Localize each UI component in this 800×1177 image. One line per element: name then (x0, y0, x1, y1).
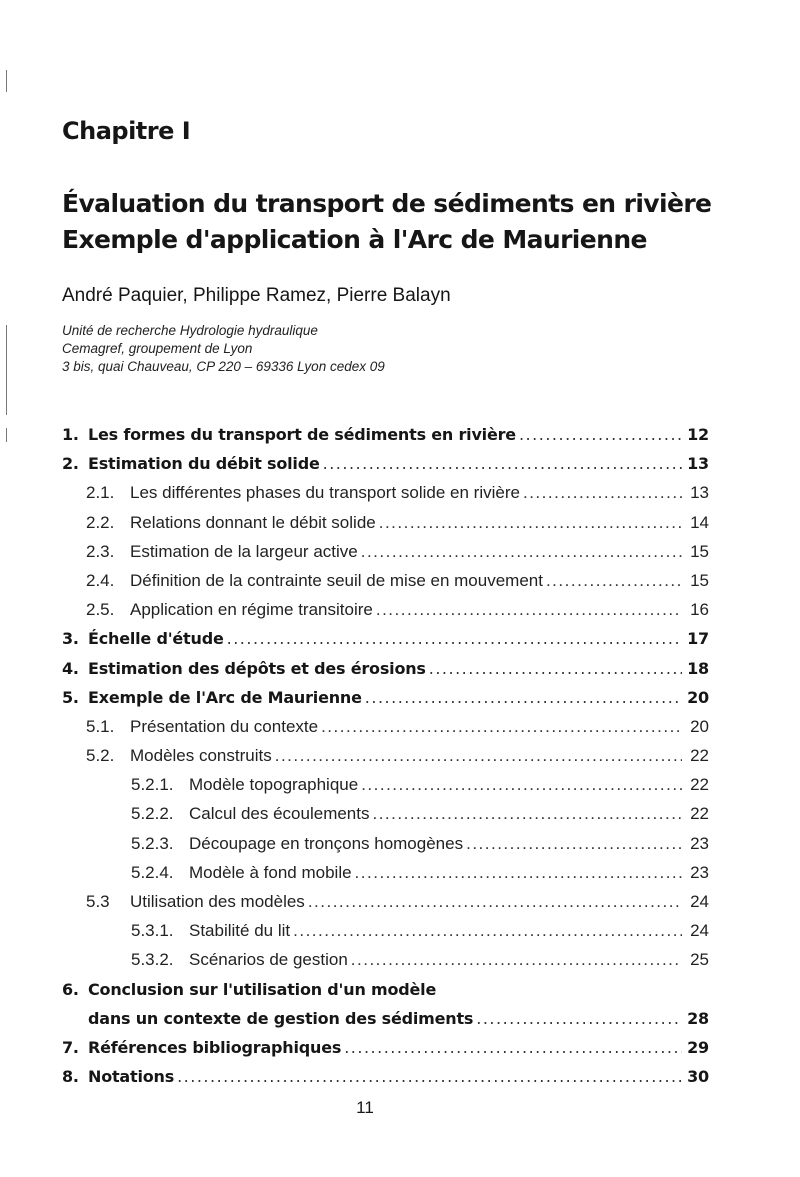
toc-title: Définition de la contrainte seuil de mise en mouvement (130, 570, 543, 590)
toc-page: 29 (687, 1037, 709, 1057)
toc-title: Découpage en tronçons homogènes (189, 833, 464, 853)
toc-page: 13 (690, 483, 709, 503)
toc-leader-dots (293, 921, 682, 941)
toc-title: Les différentes phases du transport solide en rivière (130, 483, 520, 503)
toc-number: 5.3.2. (131, 950, 174, 970)
toc-number: 3. (62, 629, 79, 649)
toc-title: Estimation des dépôts et des érosions (88, 658, 426, 678)
toc-entry[interactable] (62, 688, 709, 717)
toc-page: 24 (690, 921, 709, 941)
toc-leader-dots (376, 600, 682, 620)
toc-entry[interactable] (62, 1067, 709, 1096)
toc-number: 1. (62, 425, 79, 444)
toc-title: Modèle à fond mobile (189, 862, 352, 882)
toc-number: 2. (62, 454, 79, 474)
toc-title: Estimation de la largeur active (130, 541, 358, 561)
toc-entry[interactable] (62, 629, 709, 658)
toc-title: Échelle d'étude (88, 629, 224, 649)
toc-title: Conclusion sur l'utilisation d'un modèle (88, 979, 437, 999)
toc-number: 5.1. (86, 716, 115, 736)
toc-number: 4. (62, 658, 79, 678)
toc-leader-dots (361, 775, 682, 795)
toc-title: Utilisation des modèles (130, 892, 305, 911)
toc-entry[interactable] (62, 834, 709, 863)
toc-page: 25 (690, 950, 709, 970)
toc-leader-dots (476, 1009, 682, 1028)
affiliation-organization: Cemagref, groupement de Lyon (62, 341, 253, 356)
toc-title: Modèles construits (130, 746, 272, 766)
toc-entry[interactable] (62, 717, 709, 746)
toc-number: 2.3. (86, 541, 115, 561)
toc-title: Présentation du contexte (130, 716, 319, 736)
affiliation-address: 3 bis, quai Chauveau, CP 220 – 69336 Lyon cedex 09 (62, 359, 385, 374)
toc-leader-dots (365, 688, 682, 707)
toc-page: 22 (690, 746, 709, 766)
toc-entry[interactable] (62, 600, 709, 629)
toc-page: 22 (690, 804, 709, 824)
toc-leader-dots (275, 746, 682, 766)
toc-page: 28 (687, 1008, 709, 1028)
toc-leader-dots (361, 542, 682, 562)
toc-entry[interactable] (62, 513, 709, 542)
chapter-title (62, 186, 711, 258)
toc-number: 7. (62, 1037, 79, 1057)
toc-entry[interactable] (62, 571, 709, 600)
toc-page: 13 (687, 454, 709, 474)
toc-leader-dots (379, 513, 682, 533)
toc-title: Exemple de l'Arc de Maurienne (88, 687, 362, 707)
toc-number: 5. (62, 687, 79, 707)
toc-entry[interactable] (62, 1038, 709, 1067)
toc-entry[interactable] (62, 775, 709, 804)
toc-entry[interactable] (62, 483, 709, 512)
toc-title: Scénarios de gestion (189, 950, 348, 970)
toc-page: 23 (690, 833, 709, 853)
toc-entry[interactable] (62, 892, 709, 921)
chapter-label: Chapitre I (62, 117, 191, 145)
toc-number: 2.5. (86, 600, 115, 620)
toc-number: 5.2.4. (131, 862, 174, 882)
toc-title: Calcul des écoulements (189, 804, 370, 824)
toc-number: 5.2.1. (131, 775, 174, 795)
toc-title: Notations (88, 1066, 175, 1086)
toc-leader-dots (519, 425, 682, 444)
toc-page: 14 (690, 512, 709, 532)
toc-number: 6. (62, 979, 79, 999)
affiliation (62, 322, 385, 376)
chapter-title-line-1: Évaluation du transport de sédiments en rivière (62, 189, 712, 218)
toc-leader-dots (546, 571, 682, 591)
toc-leader-dots (351, 950, 682, 970)
toc-title: Application en régime transitoire (130, 600, 373, 620)
toc-leader-dots (429, 659, 682, 678)
toc-number: 5.3 (86, 892, 110, 911)
toc-entry[interactable] (62, 542, 709, 571)
toc-page: 22 (690, 775, 709, 795)
toc-entry[interactable] (62, 980, 709, 1038)
toc-page: 17 (687, 629, 709, 649)
toc-leader-dots (344, 1038, 682, 1057)
toc-number: 5.2. (86, 746, 115, 766)
toc-leader-dots (523, 483, 682, 503)
toc-title: Modèle topographique (189, 775, 359, 795)
toc-entry[interactable] (62, 863, 709, 892)
toc-leader-dots (372, 804, 682, 824)
toc-page: 15 (690, 541, 709, 561)
toc-entry[interactable] (62, 746, 709, 775)
toc-number: 5.3.1. (131, 921, 174, 941)
toc-title: Relations donnant le débit solide (130, 512, 376, 532)
toc-leader-dots (308, 892, 682, 912)
page-number: 11 (356, 1098, 374, 1117)
toc-title: Références bibliographiques (88, 1037, 342, 1057)
toc-page: 18 (687, 658, 709, 678)
toc-leader-dots (321, 717, 682, 737)
toc-entry[interactable] (62, 804, 709, 833)
toc-leader-dots (466, 834, 682, 854)
toc-entry[interactable] (62, 425, 709, 454)
toc-page: 23 (690, 862, 709, 882)
toc-leader-dots (177, 1067, 682, 1086)
toc-title-continued: dans un contexte de gestion des sédiments (88, 1008, 474, 1028)
toc-entry[interactable] (62, 950, 709, 979)
toc-number: 5.2.2. (131, 804, 174, 824)
toc-leader-dots (323, 454, 682, 473)
toc-leader-dots (227, 629, 682, 648)
toc-title: Stabilité du lit (189, 921, 291, 941)
toc-number: 8. (62, 1066, 79, 1086)
toc-entry[interactable] (62, 921, 709, 950)
toc-page: 15 (690, 570, 709, 590)
toc-page: 16 (690, 600, 709, 620)
affiliation-unit: Unité de recherche Hydrologie hydraulique (62, 323, 318, 338)
toc-title: Estimation du débit solide (88, 454, 320, 474)
toc-number: 5.2.3. (131, 833, 174, 853)
toc-title: Les formes du transport de sédiments en rivière (88, 425, 516, 444)
toc-page: 12 (687, 425, 709, 444)
toc-entry[interactable] (62, 454, 709, 483)
table-of-contents (62, 425, 709, 1096)
chapter-title-line-2: Exemple d'application à l'Arc de Maurienne (62, 225, 647, 254)
authors: André Paquier, Philippe Ramez, Pierre Balayn (62, 285, 451, 306)
toc-entry[interactable] (62, 659, 709, 688)
toc-leader-dots (355, 863, 682, 883)
toc-page: 24 (690, 892, 709, 911)
toc-page: 30 (687, 1066, 709, 1086)
toc-page: 20 (690, 716, 709, 736)
toc-number: 2.1. (86, 483, 115, 503)
toc-number: 2.4. (86, 570, 115, 590)
toc-number: 2.2. (86, 512, 115, 532)
toc-page: 20 (687, 687, 709, 707)
